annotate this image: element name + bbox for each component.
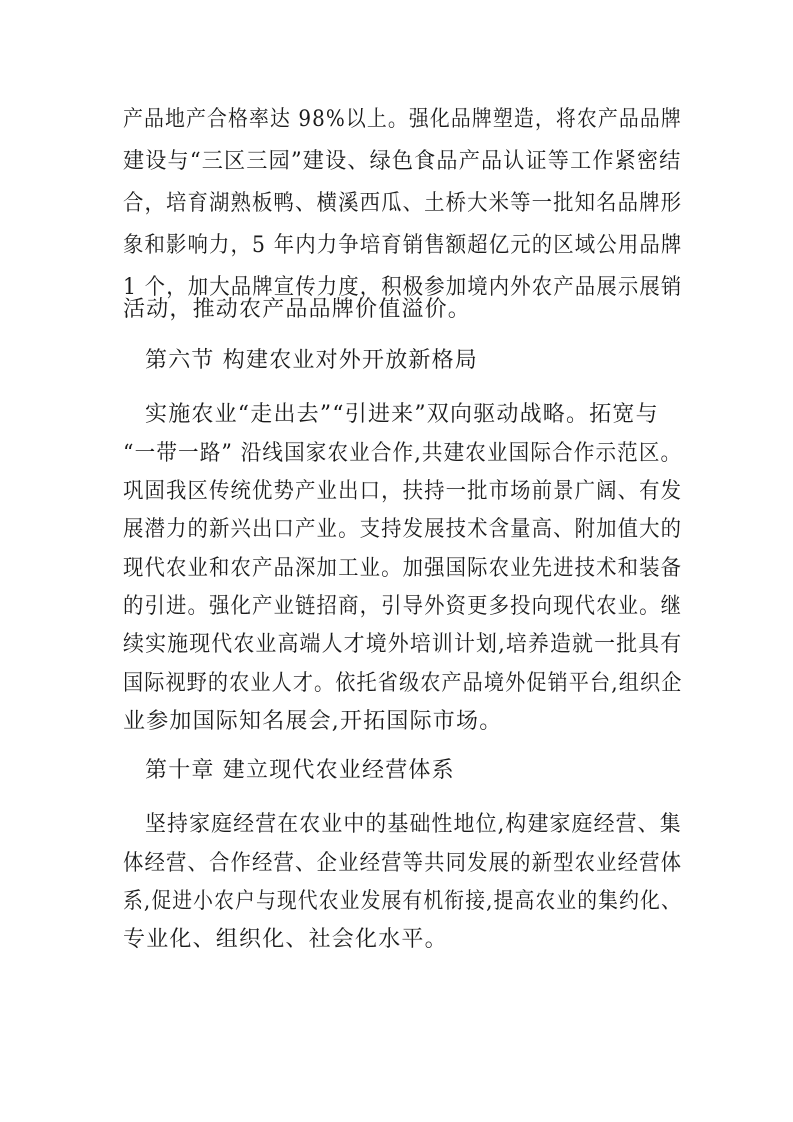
paragraph-line: 巩固我区传统优势产业出口，扶持一批市场前景广阔、有发 <box>123 479 683 504</box>
paragraph-line: 业参加国际知名展会,开拓国际市场。 <box>123 709 503 734</box>
paragraph-line: “一带一路” 沿线国家农业合作,共建农业国际合作示范区。 <box>123 441 683 466</box>
paragraph-line: 建设与“三区三园”建设、绿色食品产品认证等工作紧密结 <box>123 149 682 174</box>
paragraph-line: 实施农业“走出去”“引进来”双向驱动战略。拓宽与 <box>145 402 659 427</box>
paragraph-line: 的引进。强化产业链招商，引导外资更多投向现代农业。继 <box>123 594 683 619</box>
paragraph-line: 展潜力的新兴出口产业。支持发展技术含量高、附加值大的 <box>123 517 683 542</box>
chapter-heading: 第十章 建立现代农业经营体系 <box>145 758 455 783</box>
paragraph-line: 国际视野的农业人才。依托省级农产品境外促销平台,组织企 <box>123 671 683 696</box>
paragraph-line: 象和影响力，5 年内力争培育销售额超亿元的区域公用品牌 <box>123 233 683 258</box>
paragraph-line: 产品地产合格率达 98%以上。强化品牌塑造，将农产品品牌 <box>123 107 682 132</box>
paragraph-line: 1 个，加大品牌宣传力度，积极参加境内外农产品展示展销 <box>123 275 683 300</box>
paragraph-line: 现代农业和农产品深加工业。加强国际农业先进技术和装备 <box>123 556 683 581</box>
paragraph-line: 体经营、合作经营、企业经营等共同发展的新型农业经营体 <box>123 851 683 876</box>
paragraph-line: 专业化、组织化、社会化水平。 <box>123 927 448 952</box>
section-heading: 第六节 构建农业对外开放新格局 <box>145 348 478 373</box>
paragraph-line: 活动，推动农产品品牌价值溢价。 <box>123 297 472 322</box>
paragraph-line: 合，培育湖熟板鸭、横溪西瓜、土桥大米等一批知名品牌形 <box>123 191 683 216</box>
paragraph-line: 坚持家庭经营在农业中的基础性地位,构建家庭经营、集 <box>145 812 682 837</box>
paragraph-line: 系,促进小农户与现代农业发展有机衔接,提高农业的集约化、 <box>123 889 682 914</box>
paragraph-line: 续实施现代农业高端人才境外培训计划,培养造就一批具有 <box>123 632 683 657</box>
